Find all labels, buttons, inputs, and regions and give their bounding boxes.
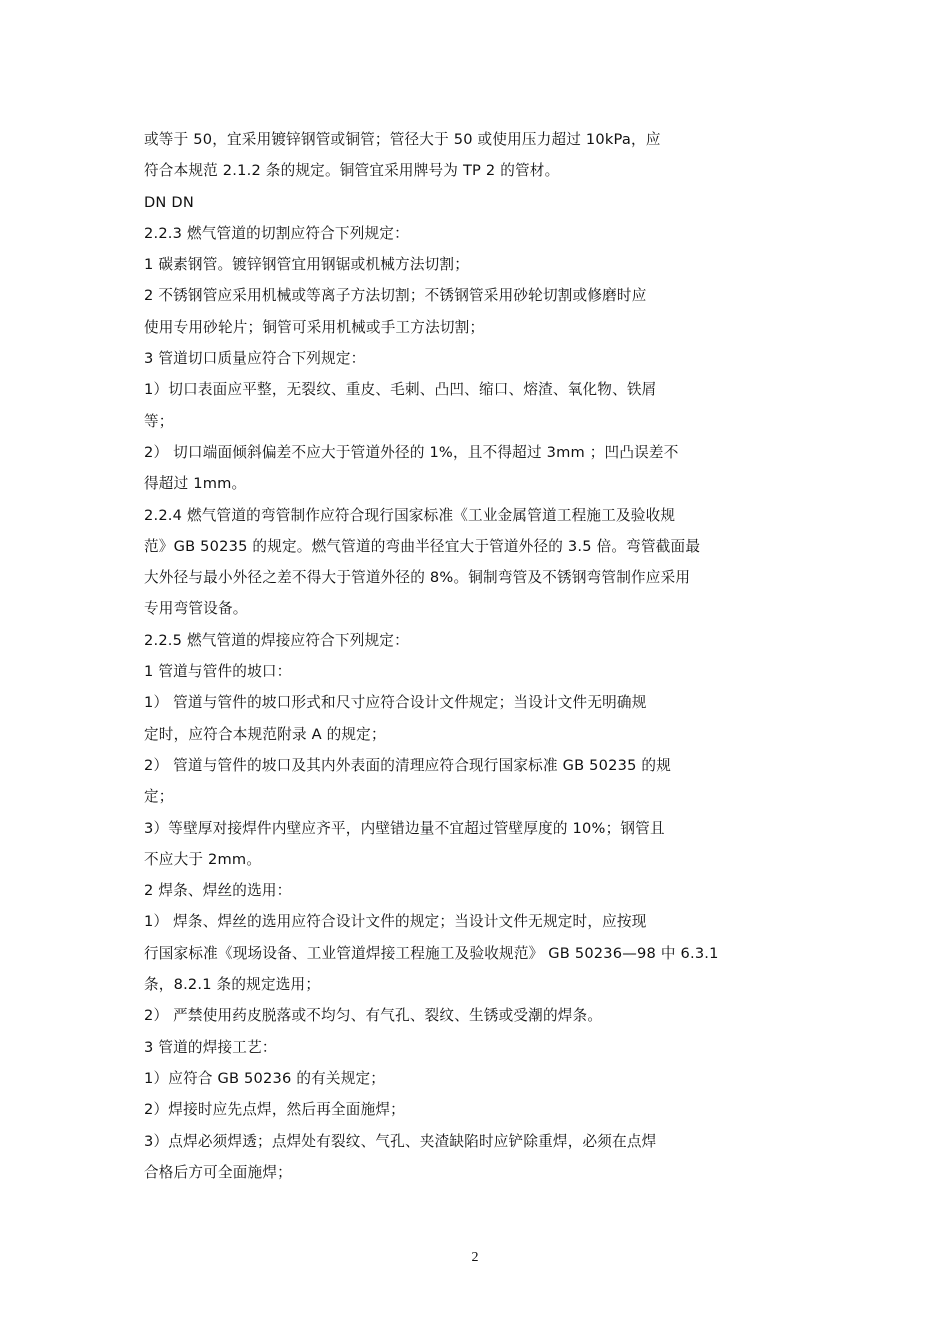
section-heading: 2.2.4 燃气管道的弯管制作应符合现行国家标准《工业金属管道工程施工及验收规 [144, 506, 676, 524]
text-line: 条，8.2.1 条的规定选用； [144, 976, 321, 994]
section-heading: 2.2.5 燃气管道的焊接应符合下列规定： [144, 631, 409, 649]
text-line: 符合本规范 2.1.2 条的规定。铜管宜采用牌号为 TP 2 的管材。 [144, 162, 560, 180]
text-line: 等； [144, 412, 174, 430]
text-line: 定； [144, 788, 174, 806]
text-line: 不应大于 2mm。 [144, 850, 262, 868]
text-line: 3）等壁厚对接焊件内壁应齐平，内壁错边量不宜超过管壁厚度的 10%；钢管且 [144, 819, 665, 837]
text-line: 2） 严禁使用药皮脱落或不均匀、有气孔、裂纹、生锈或受潮的焊条。 [144, 1007, 603, 1025]
section-heading: 2.2.3 燃气管道的切割应符合下列规定： [144, 224, 409, 242]
text-line: 2 焊条、焊丝的选用： [144, 882, 292, 900]
text-line: 或等于 50，宜采用镀锌钢管或铜管；管径大于 50 或使用压力超过 10kPa，应 [144, 131, 661, 148]
text-line: 得超过 1mm。 [144, 475, 247, 493]
text-line: 1 碳素钢管。镀锌钢管宜用钢锯或机械方法切割； [144, 256, 469, 274]
text-line: 3 管道的焊接工艺： [144, 1038, 277, 1056]
text-line: 行国家标准《现场设备、工业管道焊接工程施工及验收规范》 GB 50236—98 中 6.3.1 [144, 944, 719, 962]
body-text [144, 124, 834, 1188]
text-line: 3）点焊必须焊透；点焊处有裂纹、气孔、夹渣缺陷时应铲除重焊，必须在点焊 [144, 1132, 657, 1150]
text-line: 定时，应符合本规范附录 A 的规定； [144, 725, 386, 743]
text-line: 范》GB 50235 的规定。燃气管道的弯曲半径宜大于管道外径的 3.5 倍。弯管截面最 [144, 537, 701, 555]
page-number: 2 [471, 1250, 479, 1265]
text-line: 2）焊接时应先点焊，然后再全面施焊； [144, 1101, 405, 1119]
text-line: 1）应符合 GB 50236 的有关规定； [144, 1069, 386, 1087]
text-line: 专用弯管设备。 [144, 600, 248, 618]
text-line: 大外径与最小外径之差不得大于管道外径的 8%。铜制弯管及不锈钢弯管制作应采用 [144, 569, 691, 587]
text-line: 使用专用砂轮片；铜管可采用机械或手工方法切割； [144, 318, 485, 336]
text-line: DN DN [144, 193, 194, 211]
text-line: 合格后方可全面施焊； [144, 1163, 292, 1181]
text-line: 2 不锈钢管应采用机械或等离子方法切割；不锈钢管采用砂轮切割或修磨时应 [144, 287, 647, 305]
text-line: 1） 管道与管件的坡口形式和尺寸应符合设计文件规定；当设计文件无明确规 [144, 694, 647, 712]
text-line: 2） 管道与管件的坡口及其内外表面的清理应符合现行国家标准 GB 50235 的规 [144, 756, 672, 774]
text-line: 1） 焊条、焊丝的选用应符合设计文件的规定；当设计文件无规定时，应按现 [144, 913, 647, 931]
text-line: 1）切口表面应平整，无裂纹、重皮、毛刺、凸凹、缩口、熔渣、氧化物、铁屑 [144, 381, 657, 399]
text-line: 3 管道切口质量应符合下列规定： [144, 350, 366, 368]
text-line: 1 管道与管件的坡口： [144, 663, 292, 681]
text-line: 2） 切口端面倾斜偏差不应大于管道外径的 1%，且不得超过 3mm ；凹凸误差不 [144, 443, 679, 461]
